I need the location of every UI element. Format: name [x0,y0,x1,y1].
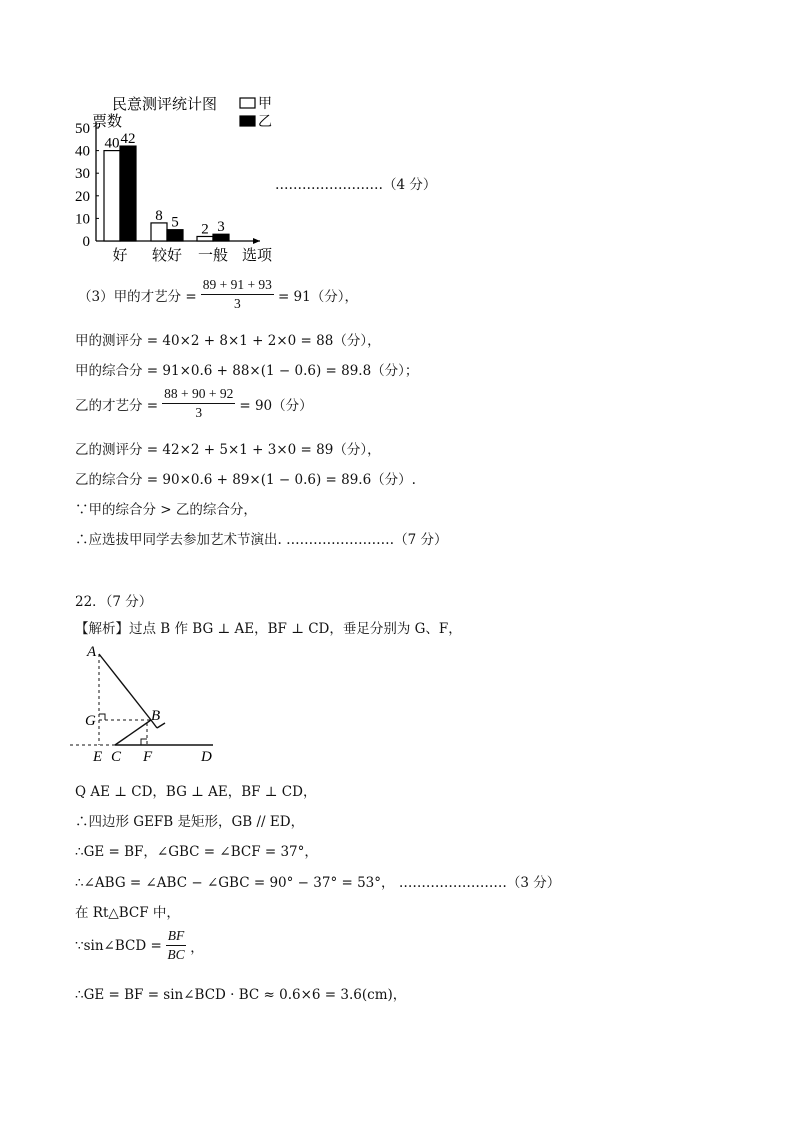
part3-line-5: 乙的测评分 = 42×2 + 5×1 + 3×0 = 89（分）， [75,442,381,458]
bar-value-label: 42 [120,131,136,148]
y-tick-label: 10 [75,211,90,228]
x-tick-label: 较好 [151,248,183,264]
y-tick-label: 40 [75,143,90,160]
y-tick-label: 50 [75,121,90,137]
x-tick-label: 一般 [197,248,229,264]
part3-conclusion: ∴应选拔甲同学去参加艺术节演出. [75,532,282,548]
part3-line-8 [75,528,447,548]
fraction-sin [166,928,187,963]
y-tick-label: 30 [75,166,90,183]
fraction-jia-talent [201,277,274,312]
label-C: C [111,749,122,765]
label-E: E [93,749,103,765]
q22-step-5: 在 Rt△BCF 中， [75,905,180,921]
bar-value-label: 8 [155,207,163,224]
fraction-yi-talent [162,386,235,421]
q22-step-7: ∴GE = BF = sin∠BCD · BC ≈ 0.6×6 = 3.6(cm)， [75,987,407,1003]
part3-line-1 [78,277,358,312]
bar-乙-较好 [167,230,183,241]
part3-line-4 [75,386,313,421]
fraction-numerator: 88 + 90 + 92 [162,386,235,404]
fraction-denominator: 3 [195,405,203,420]
q22-s6-suffix: ， [190,939,204,956]
segment-AB [99,654,151,720]
q22-step-3: ∴GE = BF，∠GBC = ∠BCF = 37°， [75,844,318,860]
right-angle-G [99,714,105,720]
x-tick-label: 好 [112,248,128,264]
bar-value-label: 40 [104,135,120,152]
legend-swatch-jia [240,98,255,108]
bar-甲-好 [104,151,120,241]
y-tick-label: 0 [82,234,90,250]
label-G: G [85,713,96,729]
fraction-denominator: BC [167,947,185,962]
legend-label-yi: 乙 [258,115,272,130]
score-mark-part3: ……………………（7 分） [286,532,448,548]
legend-label-jia: 甲 [258,97,272,112]
label-B: B [151,708,161,724]
bar-value-label: 3 [217,219,225,236]
geometry-figure [65,640,235,765]
label-F: F [143,749,153,765]
fraction-numerator: BF [166,928,187,946]
part3-line-6: 乙的综合分 = 90×0.6 + 89×(1 − 0.6) = 89.6（分）. [75,472,416,488]
part3-l4-suffix: = 90（分） [239,397,313,414]
q22-step-4-text: ∴∠ABG = ∠ABC − ∠GBC = 90° − 37° = 53°， [75,875,395,891]
y-axis-label: 票数 [92,114,123,130]
part3-l1-prefix: （3）甲的才艺分 = [78,288,197,305]
fraction-denominator: 3 [233,296,241,311]
fraction-numerator: 89 + 91 + 93 [201,277,274,295]
score-mark-chart: ……………………（4 分） [275,177,437,193]
q22-step-1: Q AE ⊥ CD，BG ⊥ AE，BF ⊥ CD， [75,784,317,800]
bar-乙-一般 [213,234,229,241]
q22-s6-prefix: ∵sin∠BCD = [75,937,162,954]
bar-chart [60,90,290,270]
label-D: D [201,749,212,765]
q22-step-4 [75,871,560,891]
label-A: A [87,644,97,660]
right-angle-F [141,739,147,745]
part3-line-7: ∵甲的综合分 > 乙的综合分， [75,502,257,518]
score-mark-q22: ……………………（3 分） [398,875,561,891]
bar-value-label: 2 [201,221,209,238]
x-axis-arrow [253,238,260,244]
bar-甲-较好 [151,223,167,241]
x-axis-label: 选项 [242,248,273,264]
bar-乙-好 [120,146,136,241]
y-tick-label: 20 [75,188,90,205]
legend-swatch-yi [240,116,255,126]
part3-line-2: 甲的测评分 = 40×2 + 8×1 + 2×0 = 88（分）， [75,333,381,349]
bar-value-label: 5 [171,214,179,231]
segment-BC [115,720,151,745]
part3-l4-prefix: 乙的才艺分 = [75,397,159,414]
q22-header: 22．（7 分） [75,594,153,610]
q22-jiexi: 【解析】过点 B 作 BG ⊥ AE，BF ⊥ CD，垂足分别为 G、F， [75,621,462,637]
q22-step-6 [75,928,204,963]
part3-line-3: 甲的综合分 = 91×0.6 + 88×(1 − 0.6) = 89.8（分）； [75,363,419,379]
chart-title: 民意测评统计图 [112,97,218,113]
part3-l1-suffix: = 91（分）， [277,288,358,305]
q22-step-2: ∴四边形 GEFB 是矩形，GB // ED， [75,814,305,830]
